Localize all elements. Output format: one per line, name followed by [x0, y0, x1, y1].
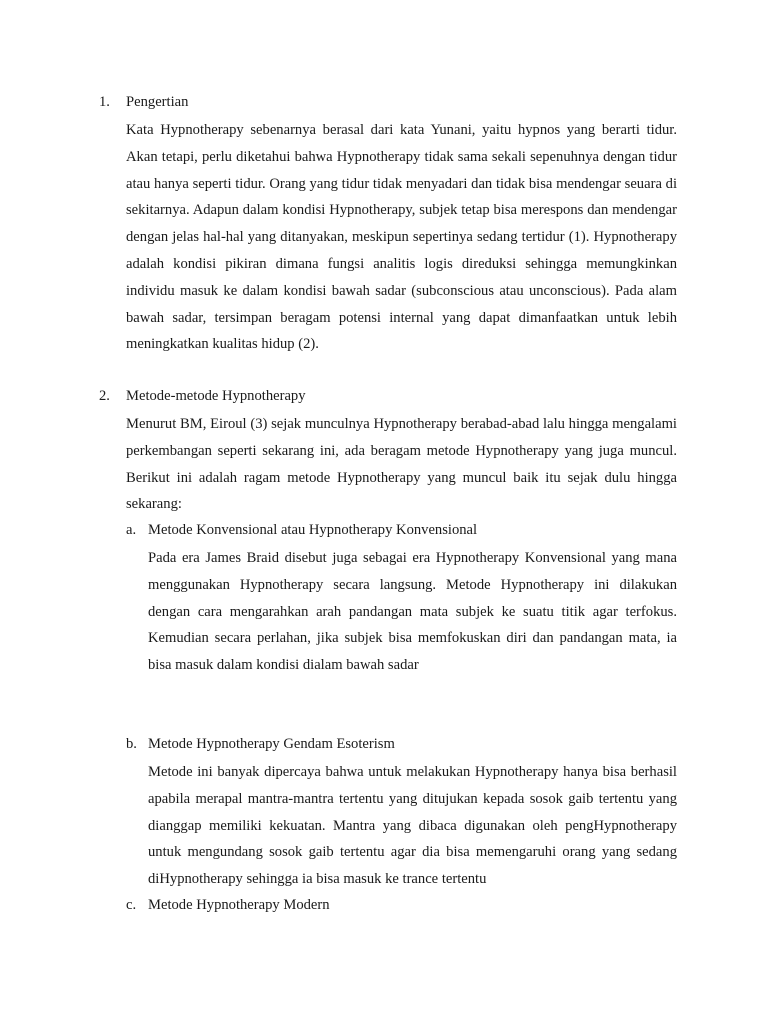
subsection-heading: Metode Hypnotherapy Modern — [148, 897, 330, 913]
section-paragraph: Menurut BM, Eiroul (3) sejak munculnya Hypnotherapy berabad-abad lalu hingga mengalami perkembangan seperti sekarang ini, ada beragam metode Hypnotherapy yang juga muncul. Berikut ini adalah ragam metode Hypnotherapy yang muncul baik itu sejak dulu hingga sekarang: — [126, 416, 677, 513]
subsection-heading: Metode Hypnotherapy Gendam Esoterism — [148, 736, 395, 752]
subsection-paragraph: Pada era James Braid disebut juga sebagai era Hypnotherapy Konvensional yang mana menggunakan Hypnotherapy secara langsung. Metode Hypnotherapy ini dilakukan dengan cara mengarahkan arah pandangan mata subjek ke suatu titik agar terfokus. Kemudian secara perlahan, jika subjek bisa memfokuskan diri dan pandangan mata, ia bisa masuk dalam kondisi dialam bawah sadar — [148, 550, 677, 674]
subsection-letter: a. — [126, 522, 137, 538]
subsection-konvensional — [126, 519, 677, 679]
section-pengertian — [99, 91, 677, 358]
subsection-paragraph: Metode ini banyak dipercaya bahwa untuk melakukan Hypnotherapy hanya bisa berhasil apabila merapal mantra-mantra tertentu yang ditujukan kepada sosok gaib tertentu yang dianggap memiliki kekuatan. Mantra yang dibaca digunakan oleh pengHypnotherapy untuk mengundang sosok gaib tertentu agar dia bisa memengaruhi orang yang sedang diHypnotherapy sehingga ia bisa masuk ke trance tertentu — [148, 764, 677, 888]
subsection-letter: c. — [126, 897, 137, 913]
section-paragraph: Kata Hypnotherapy sebenarnya berasal dari kata Yunani, yaitu hypnos yang berarti tidur. Akan tetapi, perlu diketahui bahwa Hypnotherapy tidak sama sekali sepenuhnya dengan tidur atau hanya seperti tidur. Orang yang tidur tidak menyadari dan tidak bisa mendengar seuara di sekitarnya. Adapun dalam kondisi Hypnotherapy, subjek tetap bisa merespons dan mendengar dengan jelas hal-hal yang ditanyakan, meskipun sepertinya sedang tertidur (1). Hypnotherapy adalah kondisi pikiran dimana fungsi analitis logis direduksi sehingga memungkinkan individu masuk ke dalam kondisi bawah sadar (subconscious atau unconscious). Pada alam bawah sadar, tersimpan beragam potensi internal yang dapat dimanfaatkan untuk lebih meningkatkan kualitas hidup (2). — [126, 122, 677, 353]
subsection-gendam-esoterism — [126, 733, 677, 893]
subsection-letter: b. — [126, 736, 137, 752]
section-heading: Metode-metode Hypnotherapy — [126, 388, 306, 404]
subsection-modern — [126, 894, 677, 920]
subsection-heading: Metode Konvensional atau Hypnotherapy Konvensional — [148, 522, 478, 538]
section-number: 1. — [99, 94, 110, 110]
section-number: 2. — [99, 388, 110, 404]
section-metode — [99, 385, 677, 518]
section-heading: Pengertian — [126, 94, 189, 110]
